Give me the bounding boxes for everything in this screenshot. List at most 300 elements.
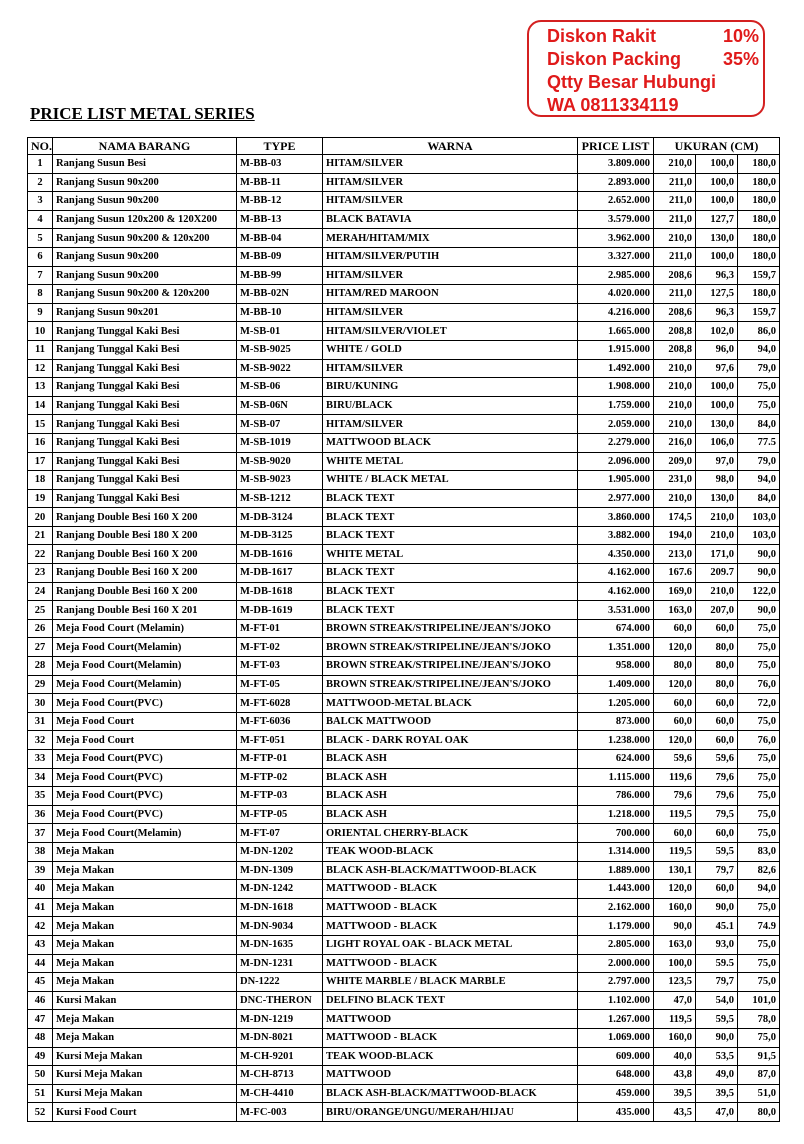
header-warna: WARNA [323,138,578,155]
row-no: 23 [28,564,53,583]
row-type: M-BB-11 [237,173,323,192]
row-ukuran-l: 100,0 [696,247,738,266]
row-no: 45 [28,973,53,992]
row-type: M-DB-1619 [237,601,323,620]
row-ukuran-t: 90,0 [738,545,780,564]
row-nama-barang: Ranjang Tunggal Kaki Besi [53,452,237,471]
header-price-list: PRICE LIST [578,138,654,155]
row-type: M-SB-01 [237,322,323,341]
row-price: 1.205.000 [578,694,654,713]
row-no: 52 [28,1103,53,1122]
row-no: 31 [28,712,53,731]
row-nama-barang: Ranjang Susun 120x200 & 120X200 [53,210,237,229]
table-row [28,638,780,657]
row-ukuran-l: 54,0 [696,991,738,1010]
row-ukuran-l: 79,7 [696,973,738,992]
row-warna: BROWN STREAK/STRIPELINE/JEAN'S/JOKO [323,619,578,638]
row-warna: MATTWOOD - BLACK [323,917,578,936]
row-no: 8 [28,285,53,304]
row-ukuran-t: 180,0 [738,229,780,248]
table-row [28,1010,780,1029]
row-ukuran-p: 211,0 [654,285,696,304]
row-ukuran-t: 77.5 [738,433,780,452]
row-ukuran-t: 75,0 [738,954,780,973]
row-price: 1.102.000 [578,991,654,1010]
row-type: M-BB-10 [237,303,323,322]
row-ukuran-l: 130,0 [696,229,738,248]
promo-line-qtty [547,71,763,94]
row-ukuran-l: 49,0 [696,1066,738,1085]
row-nama-barang: Ranjang Susun 90x200 & 120x200 [53,285,237,304]
row-type: M-BB-13 [237,210,323,229]
row-ukuran-l: 60,0 [696,824,738,843]
row-ukuran-l: 171,0 [696,545,738,564]
row-nama-barang: Meja Makan [53,861,237,880]
row-price: 2.977.000 [578,489,654,508]
row-no: 25 [28,601,53,620]
row-no: 41 [28,898,53,917]
row-type: M-FT-05 [237,675,323,694]
row-ukuran-l: 59.5 [696,954,738,973]
table-row [28,471,780,490]
row-ukuran-t: 84,0 [738,489,780,508]
row-type: M-BB-02N [237,285,323,304]
row-no: 27 [28,638,53,657]
row-warna: MATTWOOD [323,1066,578,1085]
row-nama-barang: Ranjang Tunggal Kaki Besi [53,471,237,490]
row-ukuran-p: 210,0 [654,359,696,378]
row-warna: LIGHT ROYAL OAK - BLACK METAL [323,935,578,954]
row-nama-barang: Meja Food Court(Melamin) [53,824,237,843]
row-warna: HITAM/SILVER [323,359,578,378]
row-type: M-SB-07 [237,415,323,434]
row-price: 1.665.000 [578,322,654,341]
row-nama-barang: Ranjang Tunggal Kaki Besi [53,322,237,341]
discount-promo-box [527,20,765,117]
table-row [28,954,780,973]
table-row [28,322,780,341]
row-warna: HITAM/SILVER/PUTIH [323,247,578,266]
row-type: M-FT-051 [237,731,323,750]
table-row [28,526,780,545]
row-nama-barang: Ranjang Double Besi 160 X 200 [53,508,237,527]
row-type: M-FTP-05 [237,805,323,824]
row-warna: BLACK ASH-BLACK/MATTWOOD-BLACK [323,861,578,880]
row-ukuran-t: 94,0 [738,340,780,359]
price-list-table [27,137,780,1122]
row-ukuran-t: 75,0 [738,805,780,824]
row-warna: HITAM/SILVER [323,303,578,322]
row-price: 4.162.000 [578,564,654,583]
table-row [28,731,780,750]
row-nama-barang: Kursi Food Court [53,1103,237,1122]
promo-label: WA 0811334119 [547,95,679,115]
row-nama-barang: Meja Food Court(PVC) [53,805,237,824]
row-nama-barang: Ranjang Tunggal Kaki Besi [53,489,237,508]
row-nama-barang: Ranjang Susun 90x200 [53,266,237,285]
row-warna: HITAM/SILVER/VIOLET [323,322,578,341]
row-no: 4 [28,210,53,229]
row-ukuran-p: 163,0 [654,935,696,954]
promo-label: Qtty Besar Hubungi [547,72,717,92]
row-nama-barang: Ranjang Tunggal Kaki Besi [53,415,237,434]
row-nama-barang: Ranjang Tunggal Kaki Besi [53,378,237,397]
row-warna: HITAM/SILVER [323,173,578,192]
row-warna: BALCK MATTWOOD [323,712,578,731]
row-price: 2.805.000 [578,935,654,954]
row-type: M-BB-99 [237,266,323,285]
row-ukuran-l: 79,5 [696,805,738,824]
row-type: DNC-THERON [237,991,323,1010]
row-price: 1.905.000 [578,471,654,490]
row-type: M-CH-8713 [237,1066,323,1085]
row-price: 2.162.000 [578,898,654,917]
row-ukuran-t: 75,0 [738,768,780,787]
table-row [28,303,780,322]
promo-line-packing [547,48,763,71]
row-ukuran-t: 90,0 [738,564,780,583]
row-type: M-FTP-01 [237,750,323,769]
row-ukuran-l: 130,0 [696,415,738,434]
row-no: 47 [28,1010,53,1029]
row-price: 1.889.000 [578,861,654,880]
row-ukuran-t: 159,7 [738,303,780,322]
row-ukuran-p: 208,8 [654,322,696,341]
row-ukuran-p: 39,5 [654,1084,696,1103]
row-type: M-CH-9201 [237,1047,323,1066]
row-ukuran-l: 60,0 [696,712,738,731]
row-ukuran-l: 80,0 [696,657,738,676]
row-ukuran-p: 210,0 [654,396,696,415]
row-no: 10 [28,322,53,341]
row-ukuran-t: 76,0 [738,731,780,750]
row-no: 21 [28,526,53,545]
row-type: M-SB-1212 [237,489,323,508]
table-row [28,787,780,806]
row-ukuran-l: 100,0 [696,396,738,415]
row-price: 1.069.000 [578,1028,654,1047]
row-ukuran-l: 96,3 [696,266,738,285]
table-row [28,210,780,229]
row-nama-barang: Kursi Meja Makan [53,1084,237,1103]
row-ukuran-t: 180,0 [738,285,780,304]
row-type: M-DB-1618 [237,582,323,601]
row-ukuran-l: 127,5 [696,285,738,304]
row-price: 1.915.000 [578,340,654,359]
row-ukuran-p: 120,0 [654,638,696,657]
row-price: 1.115.000 [578,768,654,787]
row-ukuran-p: 100,0 [654,954,696,973]
row-ukuran-l: 53,5 [696,1047,738,1066]
row-nama-barang: Ranjang Susun Besi [53,155,237,174]
row-type: M-BB-12 [237,192,323,211]
row-nama-barang: Meja Food Court(Melamin) [53,675,237,694]
row-ukuran-t: 101,0 [738,991,780,1010]
table-row [28,861,780,880]
row-warna: HITAM/SILVER [323,192,578,211]
row-type: M-SB-06N [237,396,323,415]
promo-value: 35% [722,49,759,69]
row-price: 1.409.000 [578,675,654,694]
table-row [28,359,780,378]
row-no: 39 [28,861,53,880]
row-nama-barang: Ranjang Susun 90x200 [53,173,237,192]
row-nama-barang: Meja Makan [53,898,237,917]
row-warna: MATTWOOD BLACK [323,433,578,452]
row-price: 786.000 [578,787,654,806]
row-ukuran-t: 94,0 [738,471,780,490]
row-warna: HITAM/SILVER [323,155,578,174]
row-type: M-FT-6036 [237,712,323,731]
row-ukuran-t: 180,0 [738,155,780,174]
table-row [28,155,780,174]
row-type: M-FC-003 [237,1103,323,1122]
row-type: M-SB-9023 [237,471,323,490]
promo-line-rakit [547,25,763,48]
table-row [28,1047,780,1066]
row-type: M-DN-9034 [237,917,323,936]
row-ukuran-p: 60,0 [654,619,696,638]
page-title: PRICE LIST METAL SERIES [30,104,255,123]
row-warna: MATTWOOD-METAL BLACK [323,694,578,713]
row-ukuran-t: 75,0 [738,750,780,769]
row-ukuran-p: 160,0 [654,1028,696,1047]
row-ukuran-l: 59,6 [696,750,738,769]
row-ukuran-l: 100,0 [696,378,738,397]
row-warna: WHITE MARBLE / BLACK MARBLE [323,973,578,992]
row-nama-barang: Meja Food Court(Melamin) [53,657,237,676]
table-row [28,694,780,713]
row-ukuran-p: 60,0 [654,694,696,713]
row-warna: WHITE / BLACK METAL [323,471,578,490]
row-ukuran-p: 130,1 [654,861,696,880]
row-warna: TEAK WOOD-BLACK [323,842,578,861]
row-ukuran-p: 119,5 [654,842,696,861]
table-row [28,917,780,936]
row-warna: BLACK ASH-BLACK/MATTWOOD-BLACK [323,1084,578,1103]
row-ukuran-t: 75,0 [738,935,780,954]
row-ukuran-p: 163,0 [654,601,696,620]
row-nama-barang: Meja Makan [53,1010,237,1029]
row-warna: HITAM/RED MAROON [323,285,578,304]
row-ukuran-l: 79,6 [696,768,738,787]
table-row [28,564,780,583]
row-price: 4.216.000 [578,303,654,322]
row-warna: MATTWOOD - BLACK [323,954,578,973]
row-ukuran-p: 211,0 [654,247,696,266]
row-ukuran-p: 123,5 [654,973,696,992]
row-warna: BLACK ASH [323,787,578,806]
row-no: 37 [28,824,53,843]
row-ukuran-t: 159,7 [738,266,780,285]
header-no: NO. [28,138,53,155]
row-no: 9 [28,303,53,322]
row-price: 1.238.000 [578,731,654,750]
row-nama-barang: Ranjang Tunggal Kaki Besi [53,359,237,378]
row-ukuran-p: 231,0 [654,471,696,490]
row-price: 3.860.000 [578,508,654,527]
row-warna: TEAK WOOD-BLACK [323,1047,578,1066]
promo-line-wa [547,94,763,117]
row-price: 4.162.000 [578,582,654,601]
row-warna: MATTWOOD - BLACK [323,880,578,899]
table-row [28,378,780,397]
row-nama-barang: Ranjang Susun 90x200 [53,247,237,266]
row-no: 34 [28,768,53,787]
row-nama-barang: Kursi Meja Makan [53,1066,237,1085]
row-ukuran-p: 119,5 [654,805,696,824]
table-row [28,285,780,304]
row-warna: BLACK TEXT [323,582,578,601]
row-nama-barang: Meja Food Court(PVC) [53,694,237,713]
row-no: 44 [28,954,53,973]
row-ukuran-p: 209,0 [654,452,696,471]
row-nama-barang: Meja Food Court [53,712,237,731]
row-nama-barang: Ranjang Susun 90x201 [53,303,237,322]
table-row [28,1084,780,1103]
row-ukuran-p: 43,8 [654,1066,696,1085]
table-row [28,805,780,824]
row-ukuran-t: 79,0 [738,452,780,471]
row-no: 28 [28,657,53,676]
row-warna: ORIENTAL CHERRY-BLACK [323,824,578,843]
table-row [28,657,780,676]
row-type: DN-1222 [237,973,323,992]
row-ukuran-p: 210,0 [654,489,696,508]
row-ukuran-p: 43,5 [654,1103,696,1122]
row-nama-barang: Meja Makan [53,1028,237,1047]
row-warna: BIRU/BLACK [323,396,578,415]
row-type: M-FT-6028 [237,694,323,713]
row-ukuran-l: 106,0 [696,433,738,452]
table-row [28,489,780,508]
row-no: 13 [28,378,53,397]
row-price: 1.267.000 [578,1010,654,1029]
row-ukuran-p: 90,0 [654,917,696,936]
row-ukuran-t: 75,0 [738,396,780,415]
table-row [28,452,780,471]
row-price: 1.759.000 [578,396,654,415]
table-row [28,415,780,434]
row-warna: HITAM/SILVER [323,266,578,285]
row-no: 15 [28,415,53,434]
row-price: 459.000 [578,1084,654,1103]
row-nama-barang: Ranjang Double Besi 160 X 200 [53,582,237,601]
row-warna: BLACK TEXT [323,489,578,508]
row-warna: HITAM/SILVER [323,415,578,434]
row-ukuran-t: 80,0 [738,1103,780,1122]
row-type: M-SB-1019 [237,433,323,452]
row-type: M-SB-06 [237,378,323,397]
row-warna: BLACK ASH [323,805,578,824]
row-ukuran-p: 120,0 [654,880,696,899]
row-ukuran-p: 216,0 [654,433,696,452]
row-type: M-DN-1231 [237,954,323,973]
table-row [28,247,780,266]
row-ukuran-l: 45.1 [696,917,738,936]
row-ukuran-l: 60,0 [696,619,738,638]
row-nama-barang: Kursi Meja Makan [53,1047,237,1066]
row-nama-barang: Meja Food Court(PVC) [53,750,237,769]
row-price: 1.179.000 [578,917,654,936]
table-row [28,192,780,211]
row-price: 3.962.000 [578,229,654,248]
row-price: 435.000 [578,1103,654,1122]
row-price: 648.000 [578,1066,654,1085]
row-warna: BLACK TEXT [323,601,578,620]
row-no: 46 [28,991,53,1010]
row-type: M-DN-1618 [237,898,323,917]
row-price: 2.000.000 [578,954,654,973]
row-ukuran-t: 75,0 [738,712,780,731]
row-ukuran-t: 74.9 [738,917,780,936]
row-nama-barang: Meja Makan [53,935,237,954]
row-type: M-SB-9020 [237,452,323,471]
promo-label: Diskon Rakit [547,26,657,46]
row-ukuran-t: 83,0 [738,842,780,861]
row-type: M-SB-9022 [237,359,323,378]
row-type: M-DB-3125 [237,526,323,545]
row-ukuran-t: 75,0 [738,619,780,638]
row-warna: MATTWOOD [323,1010,578,1029]
row-ukuran-l: 97,0 [696,452,738,471]
row-ukuran-p: 120,0 [654,675,696,694]
row-ukuran-p: 160,0 [654,898,696,917]
row-price: 3.327.000 [578,247,654,266]
row-no: 2 [28,173,53,192]
row-nama-barang: Ranjang Double Besi 160 X 200 [53,545,237,564]
row-ukuran-p: 79,6 [654,787,696,806]
row-ukuran-p: 208,6 [654,266,696,285]
row-type: M-BB-03 [237,155,323,174]
table-row [28,973,780,992]
row-no: 17 [28,452,53,471]
row-ukuran-l: 79,6 [696,787,738,806]
row-ukuran-t: 75,0 [738,824,780,843]
row-ukuran-p: 120,0 [654,731,696,750]
row-nama-barang: Ranjang Double Besi 160 X 200 [53,564,237,583]
row-nama-barang: Meja Makan [53,917,237,936]
row-ukuran-l: 90,0 [696,1028,738,1047]
row-no: 33 [28,750,53,769]
row-type: M-FTP-02 [237,768,323,787]
table-row [28,619,780,638]
row-no: 26 [28,619,53,638]
table-row [28,545,780,564]
row-warna: BLACK TEXT [323,508,578,527]
row-warna: BLACK BATAVIA [323,210,578,229]
row-price: 2.096.000 [578,452,654,471]
row-no: 35 [28,787,53,806]
table-row [28,712,780,731]
row-warna: BIRU/ORANGE/UNGU/MERAH/HIJAU [323,1103,578,1122]
row-warna: DELFINO BLACK TEXT [323,991,578,1010]
row-ukuran-t: 103,0 [738,508,780,527]
row-ukuran-p: 60,0 [654,824,696,843]
row-warna: BROWN STREAK/STRIPELINE/JEAN'S/JOKO [323,638,578,657]
row-type: M-DN-1635 [237,935,323,954]
row-ukuran-t: 91,5 [738,1047,780,1066]
row-no: 24 [28,582,53,601]
row-price: 1.492.000 [578,359,654,378]
row-ukuran-p: 60,0 [654,712,696,731]
row-ukuran-l: 60,0 [696,731,738,750]
row-no: 14 [28,396,53,415]
row-no: 19 [28,489,53,508]
table-row [28,266,780,285]
row-ukuran-p: 194,0 [654,526,696,545]
row-price: 1.351.000 [578,638,654,657]
